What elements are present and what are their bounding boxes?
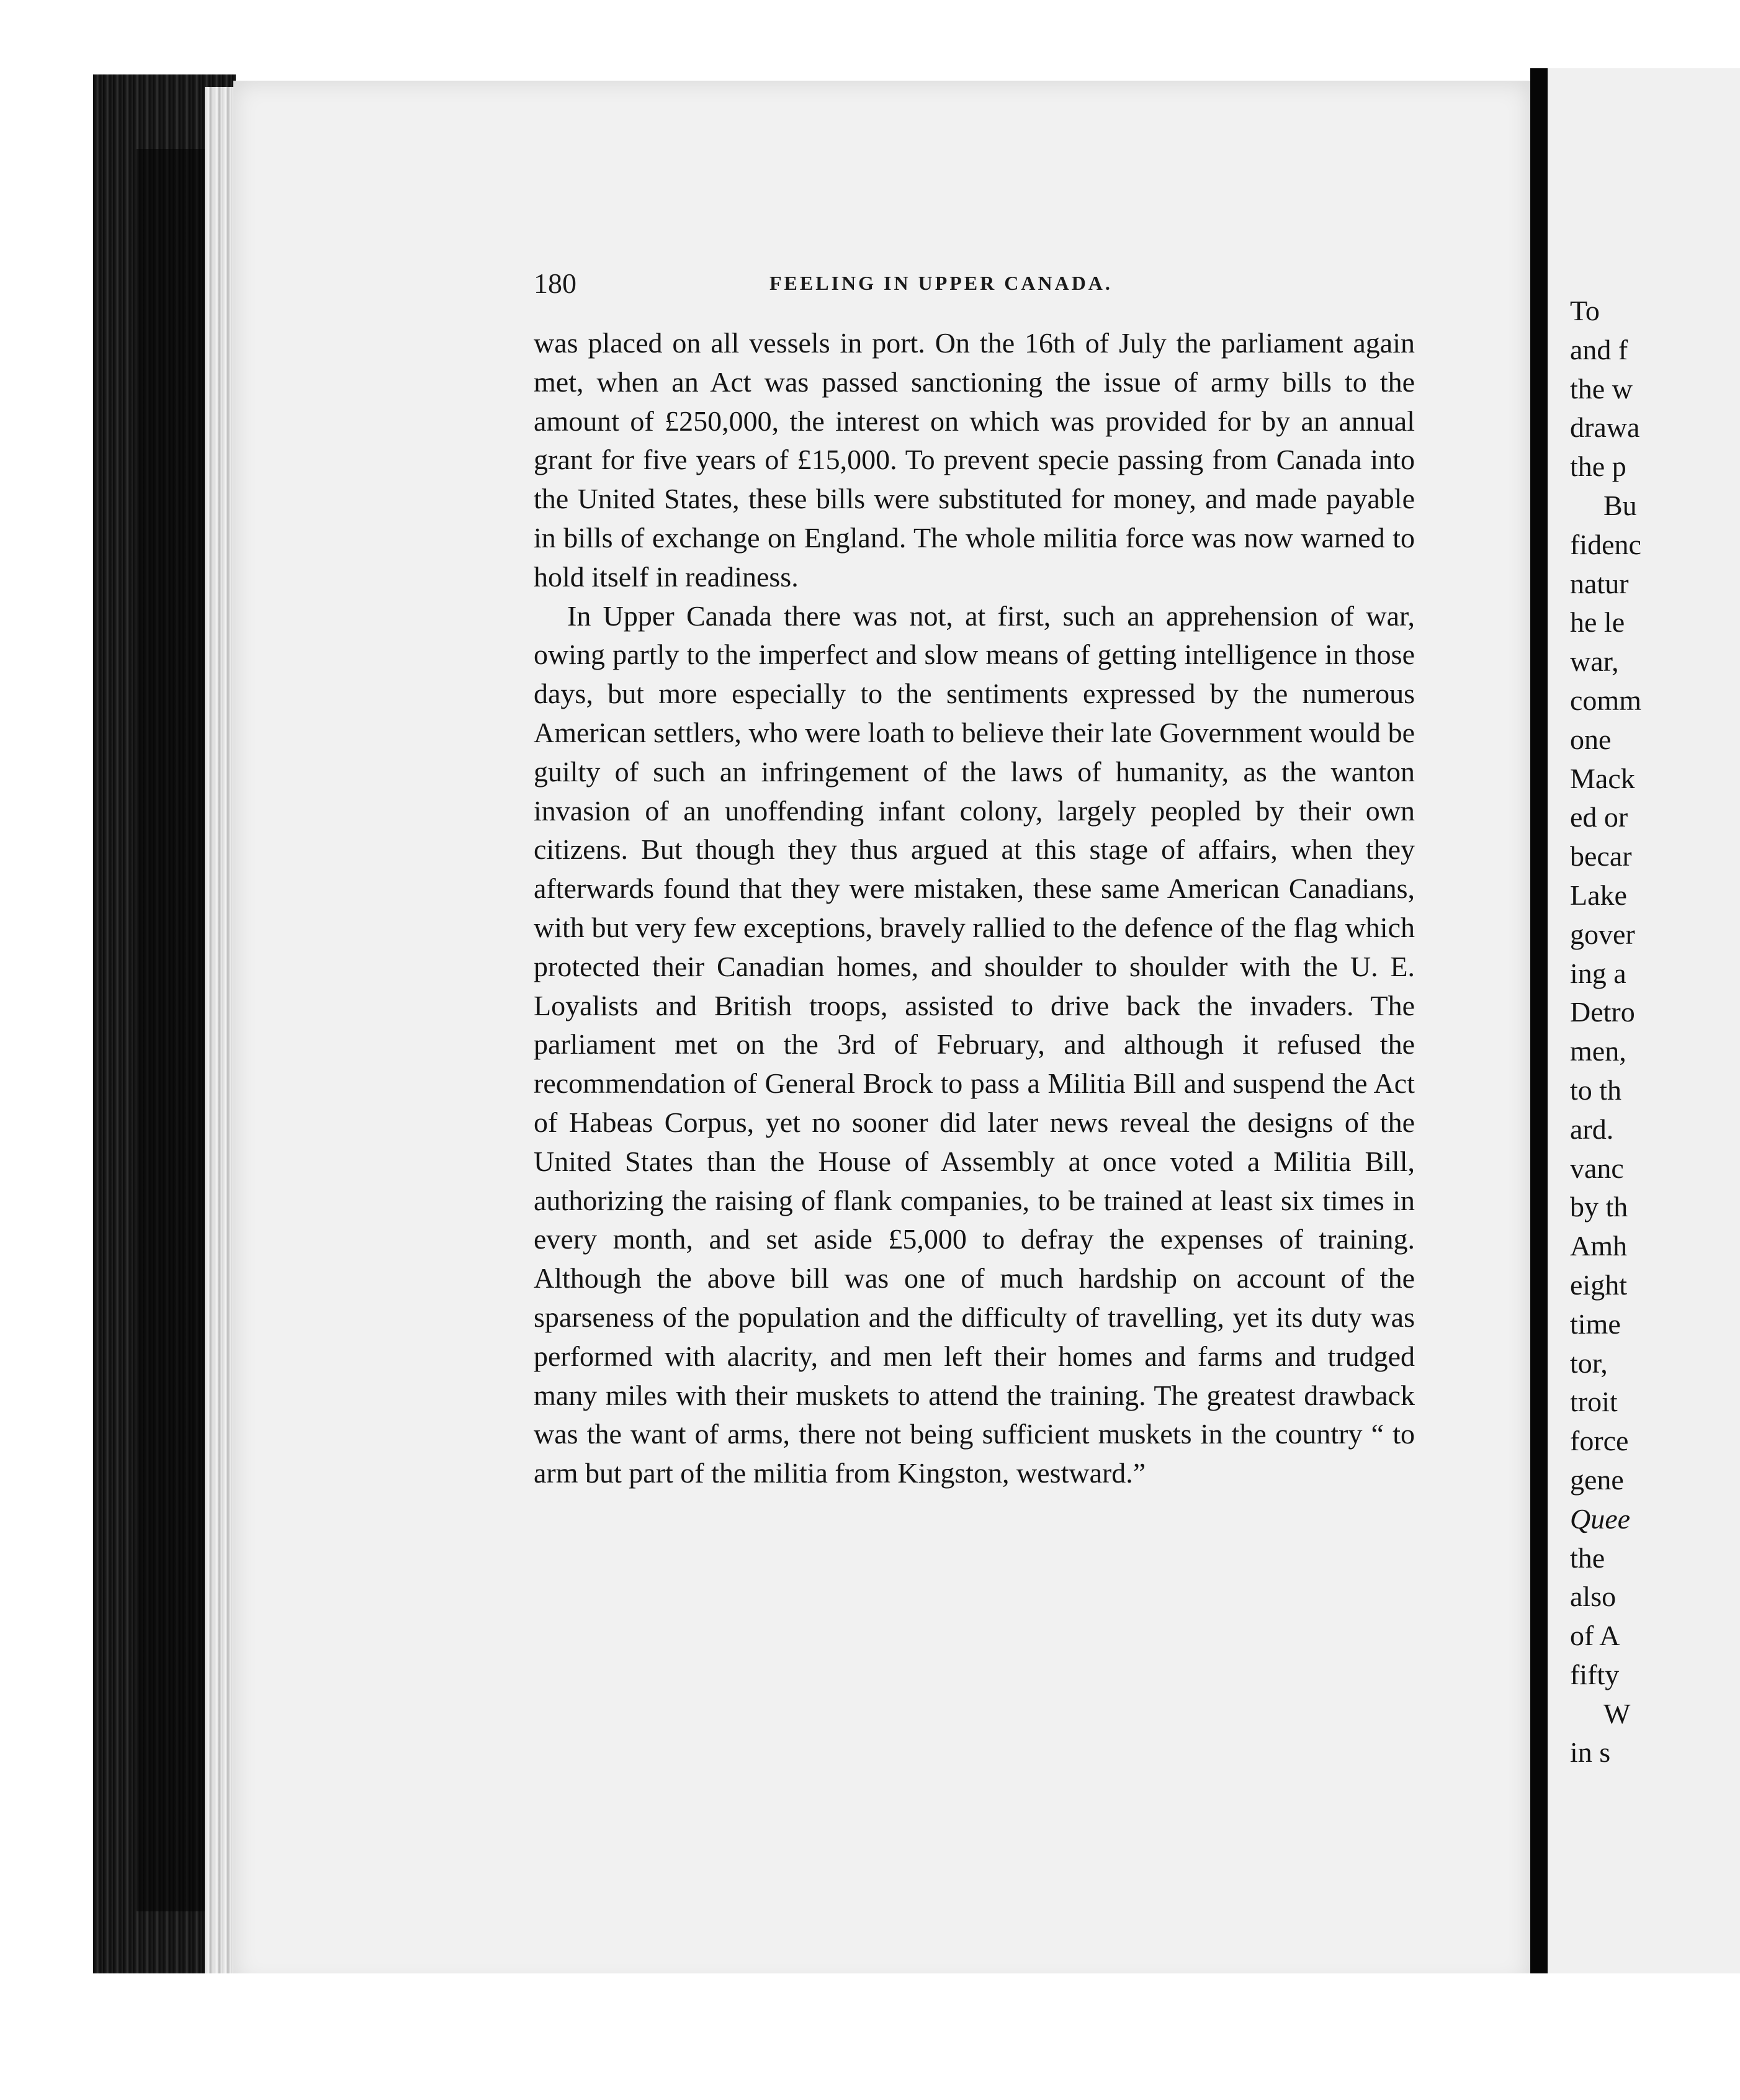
facing-line: force — [1570, 1425, 1629, 1457]
facing-line: drawa — [1570, 411, 1640, 444]
facing-line: Bu — [1603, 489, 1637, 521]
facing-line: by th — [1570, 1191, 1628, 1223]
paragraph: was placed on all vessels in port. On the 16th of July the parliament again met, when an Act was passed sanctioning the issue of army bills to the amount of £250,000, the interest on which was provided for by an annual grant for five years of £15,000. To prevent specie passing from Canada into the United States, these bills were substituted for money, and made payable in bills of exchange on England. The whole militia force was now warned to hold itself in readiness. — [534, 327, 1415, 593]
facing-line: W — [1603, 1697, 1631, 1730]
facing-line: time — [1570, 1308, 1621, 1340]
facing-line: Quee — [1570, 1502, 1631, 1535]
page-header — [534, 267, 1415, 304]
scan-background — [93, 1973, 1740, 2100]
facing-line: ard. — [1570, 1113, 1614, 1145]
facing-line: vanc — [1570, 1152, 1624, 1184]
facing-line: To — [1570, 295, 1600, 326]
page-body — [534, 324, 1415, 1493]
facing-line: to th — [1570, 1074, 1622, 1106]
facing-line: one — [1570, 723, 1612, 755]
facing-line: also — [1570, 1581, 1617, 1613]
facing-line: and f — [1570, 333, 1628, 366]
facing-line: Lake — [1570, 879, 1627, 911]
facing-line: becar — [1570, 840, 1632, 873]
page-number: 180 — [534, 267, 576, 299]
facing-line: tor, — [1570, 1347, 1608, 1379]
facing-line: troit — [1570, 1386, 1618, 1418]
facing-line: comm — [1570, 684, 1641, 716]
facing-line: ed or — [1570, 801, 1628, 833]
facing-line: ing a — [1570, 957, 1626, 989]
page-gutter — [1530, 68, 1548, 1980]
facing-page-text — [1570, 292, 1740, 1772]
page-edges — [205, 87, 233, 1973]
facing-line: men, — [1570, 1035, 1626, 1067]
facing-line: Detro — [1570, 996, 1635, 1028]
facing-line: the p — [1570, 451, 1626, 483]
paragraph: In Upper Canada there was not, at first, such an apprehension of war, owing partly to the imperfect and slow means of getting intelligence in those days, but more especially to the sentiments expressed by the numerous American settlers, who were loath to believe their late Government would be guilty of such an infringement of the laws of humanity, as the wanton invasion of an unoffending infant colony, largely peopled by their own citizens. But though they thus argued at this stage of affairs, when they afterwards found that they were mistaken, these same American Canadians, with but very few exceptions, bravely rallied to the defence of the flag which protected their Canadian homes, and shoulder to shoulder with the U. E. Loyalists and British troops, assisted to drive back the invaders. The parliament met on the 3rd of February, and although it refused the recommendation of General Brock to pass a Militia Bill and suspend the Act of Habeas Corpus, yet no sooner did later news reveal the designs of the United States than the House of Assembly at once voted a Militia Bill, authorizing the raising of flank companies, to be trained at least six times in every month, and set aside £5,000 to defray the expenses of training. Although the above bill was one of much hardship on account of the sparseness of the population and the difficulty of travelling, yet its duty was performed with alacrity, and men left their homes and farms and trudged many miles with their muskets to attend the training. The greatest drawback was the want of arms, there not being sufficient muskets in the country “ to arm but part of the militia from Kingston, westward.” — [534, 599, 1415, 1489]
facing-line: of A — [1570, 1620, 1620, 1652]
facing-line: gene — [1570, 1463, 1624, 1496]
facing-line: fidenc — [1570, 528, 1641, 560]
facing-line: war, — [1570, 645, 1619, 678]
facing-line: Mack — [1570, 762, 1635, 794]
running-head: FEELING IN UPPER CANADA. — [769, 272, 1113, 294]
facing-line: he le — [1570, 606, 1625, 639]
facing-line: eight — [1570, 1268, 1627, 1301]
facing-line: the w — [1570, 372, 1633, 405]
facing-line: in s — [1570, 1736, 1611, 1769]
facing-line: the — [1570, 1541, 1605, 1574]
facing-line: fifty — [1570, 1658, 1620, 1690]
facing-line: gover — [1570, 918, 1635, 950]
facing-line: natur — [1570, 567, 1629, 599]
facing-line: Amh — [1570, 1230, 1627, 1262]
